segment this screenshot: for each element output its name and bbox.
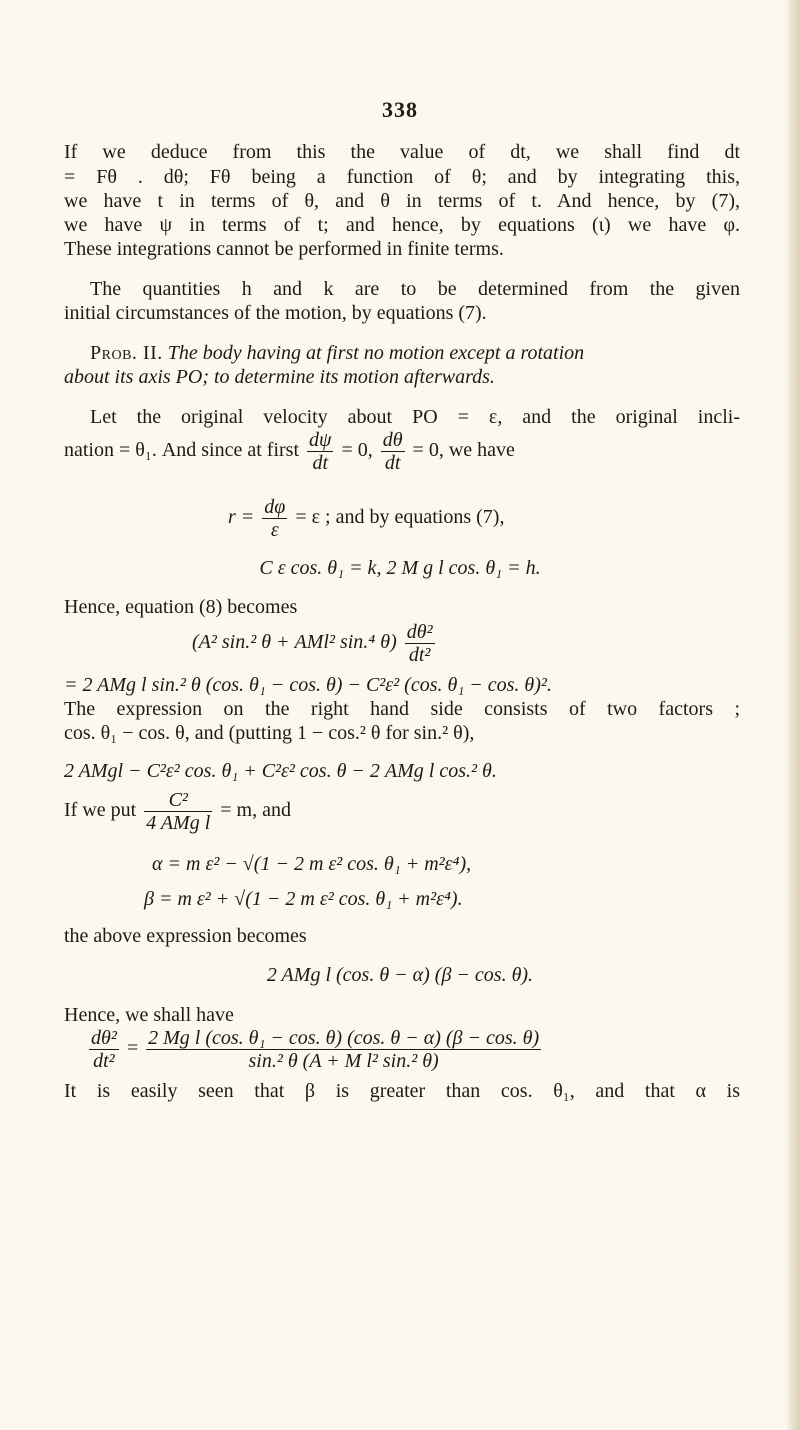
fraction-final-rhs	[146, 1027, 541, 1072]
text-line: The quantities h and k are to be determined from the given	[90, 278, 740, 300]
equation-factor-expansion: 2 AMgl − C²ε² cos. θ₁ + C²ε² cos. θ − 2 AMg l cos.² θ.	[64, 760, 497, 782]
text-line: It is easily seen that β is greater than cos. θ₁, and that α is	[64, 1080, 740, 1102]
equation-factorised: 2 AMg l (cos. θ − α) (β − cos. θ).	[266, 964, 534, 986]
text-fragment: = 0,	[341, 439, 373, 461]
text-fragment: = ε ; and by equations (7),	[295, 506, 505, 528]
denominator: dt	[312, 451, 328, 474]
text-fragment: = 0, we have	[412, 439, 515, 461]
text-line: Let the original velocity about PO = ε, and the original incli-	[90, 406, 740, 428]
fraction-dtheta-dt	[381, 429, 405, 474]
denominator: dt	[384, 451, 401, 474]
text-fragment: If we put	[64, 799, 137, 821]
text-line: Hence, equation (8) becomes	[64, 596, 298, 618]
numerator: dφ	[264, 495, 286, 518]
numerator: dθ²	[91, 1026, 117, 1049]
text-fragment: nation = θ₁. And since at first	[64, 439, 300, 461]
text-line: The expression on the right hand side consists of two factors ;	[64, 698, 740, 720]
denominator: dt²	[408, 643, 431, 666]
denominator: ε	[270, 518, 279, 541]
definition-m	[64, 788, 291, 834]
fraction-dtheta2-dt2	[89, 1027, 119, 1072]
text-line: cos. θ₁ − cos. θ, and (putting 1 − cos.² θ for sin.² θ),	[64, 722, 475, 744]
numerator: dθ	[382, 428, 403, 451]
text-line: = Fθ . dθ; Fθ being a function of θ; and by integrating this,	[64, 166, 740, 188]
fraction-c2-4amgl	[144, 789, 212, 834]
equation-line	[64, 428, 515, 474]
equation-alpha: α = m ε² − √(1 − 2 m ε² cos. θ₁ + m²ε⁴),	[152, 853, 472, 875]
text-line: initial circumstances of the motion, by equations (7).	[64, 302, 487, 324]
text-line: we have ψ in terms of t; and hence, by equations (ι) we have φ.	[64, 214, 740, 236]
text-line: If we deduce from this the value of dt, we shall find dt	[64, 141, 740, 163]
fraction-dphi	[262, 496, 287, 541]
equation-8-rhs: = 2 AMg l sin.² θ (cos. θ₁ − cos. θ) − C²ε² (cos. θ₁ − cos. θ)².	[64, 674, 552, 696]
fraction-dtheta2-dt2	[405, 621, 435, 666]
numerator: C²	[144, 789, 212, 812]
text-fragment: (A² sin.² θ + AMl² sin.⁴ θ)	[192, 631, 397, 653]
problem-label: Prob. II.	[90, 342, 163, 364]
equals-sign: =	[126, 1037, 139, 1059]
text-line: the above expression becomes	[64, 925, 307, 947]
fraction-dpsi-dt	[307, 429, 333, 474]
text-fragment: = m, and	[220, 799, 291, 821]
text-fragment: r =	[228, 506, 255, 528]
problem-statement-line: The body having at first no motion except a rotation	[167, 342, 585, 364]
page-edge-shadow	[786, 0, 800, 1430]
denominator: dt²	[93, 1049, 115, 1072]
numerator: dψ	[309, 428, 332, 451]
equation-8-lhs	[192, 620, 438, 666]
text-line: Hence, we shall have	[64, 1004, 234, 1026]
text-line: These integrations cannot be performed in finite terms.	[64, 238, 504, 260]
problem-statement-line: about its axis PO; to determine its motion afterwards.	[64, 366, 495, 388]
numerator: 2 Mg l (cos. θ₁ − cos. θ) (cos. θ − α) (β − cos. θ)	[148, 1026, 540, 1049]
equation-k-h: C ε cos. θ₁ = k, 2 M g l cos. θ₁ = h.	[259, 557, 541, 579]
equation-final	[86, 1026, 544, 1072]
page-number: 338	[382, 97, 418, 122]
denominator: 4 AMg l	[146, 811, 211, 834]
equation-beta: β = m ε² + √(1 − 2 m ε² cos. θ₁ + m²ε⁴).	[144, 888, 463, 910]
text-line: we have t in terms of θ, and θ in terms of t. And hence, by (7),	[64, 190, 740, 212]
numerator: dθ²	[406, 620, 433, 643]
equation-r	[228, 495, 504, 541]
denominator: sin.² θ (A + M l² sin.² θ)	[248, 1049, 439, 1072]
